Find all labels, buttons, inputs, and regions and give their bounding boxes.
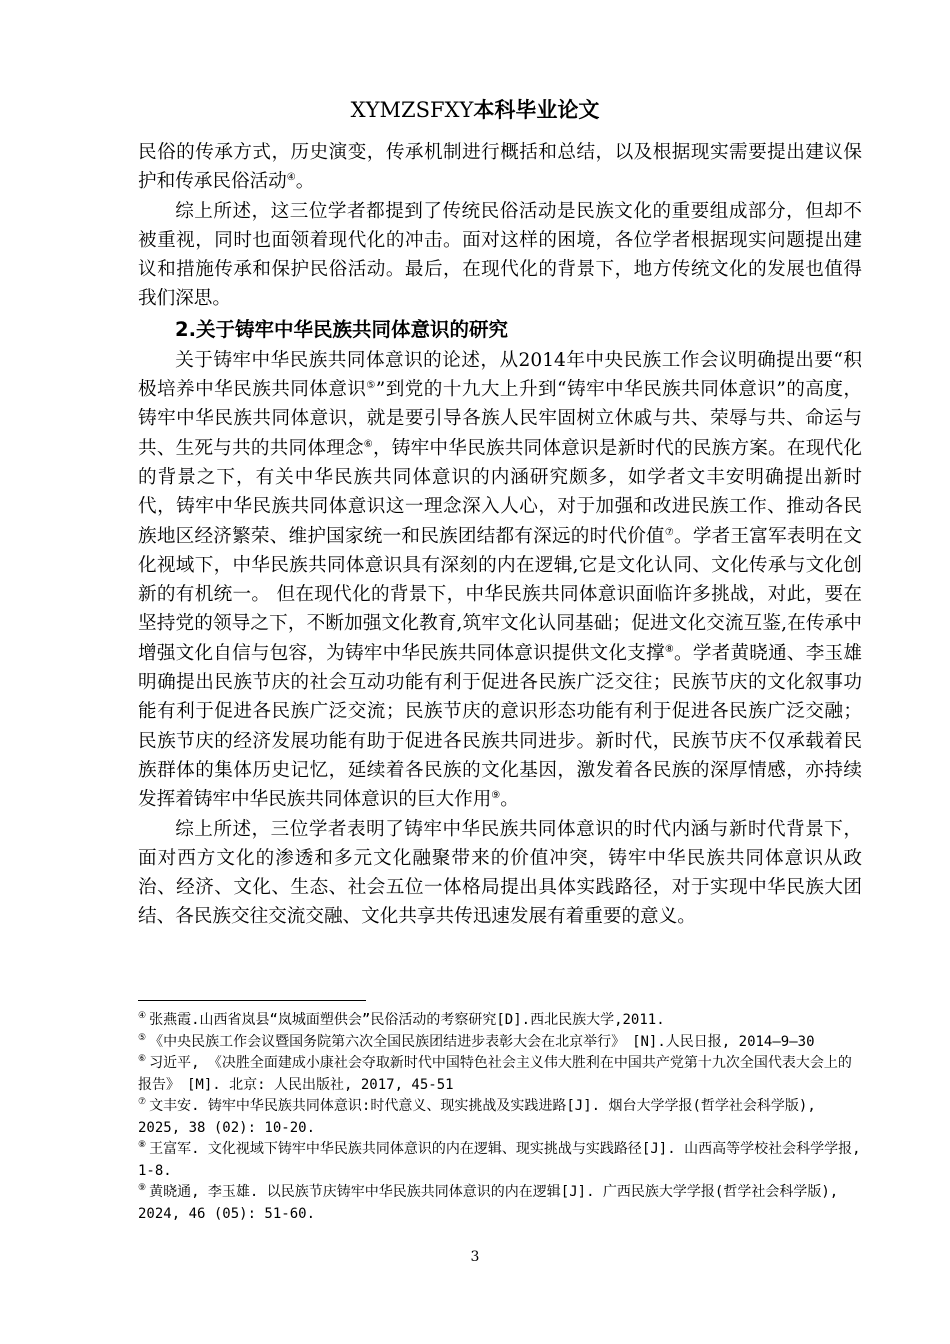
p0-text: 民俗的传承方式，历史演变，传承机制进行概括和总结，以及根据现实需要提出建议保护和传承民俗活动: [138, 142, 862, 193]
p2-text-a: 关于铸牢中华民族共同体意识的论述，从2014年中央民族工作会议明确提出要“积极培养中华民族共同体意识: [138, 349, 862, 401]
footnote-mark: ⑤: [138, 1032, 147, 1043]
paragraph-summary-2: 综上所述，三位学者表明了铸牢中华民族共同体意识的时代内涵与新时代背景下，面对西方文化的渗透和多元文化融聚带来的价值冲突，铸牢中华民族共同体意识从政治、经济、文化、生态、社会五位一体格局提出具体实践路径，对于实现中华民族大团结、各民族交往交流交融、文化共享共传迅速发展有着重要的意义。: [138, 818, 862, 928]
header-title: 本科毕业论文: [473, 98, 600, 122]
footnote-ref-4[interactable]: ④: [286, 172, 296, 184]
footnote-text: 张燕霞.山西省岚县“岚城面塑供会”民俗活动的考察研究[D].西北民族大学,2011.: [149, 1012, 665, 1028]
footnote-4: [138, 1010, 862, 1032]
footnote-mark: ⑦: [138, 1097, 147, 1108]
paragraph-continued: [138, 138, 862, 197]
footnote-text: 黄晓通, 李玉雄. 以民族节庆铸牢中华民族共同体意识的内在逻辑[J]. 广西民族大学学报(哲学社会科学版), 2024, 46 (05): 51-60.: [138, 1184, 839, 1222]
footnote-ref-7[interactable]: ⑦: [664, 526, 675, 538]
footnote-ref-8[interactable]: ⑧: [664, 643, 675, 655]
footnote-mark: ⑧: [138, 1140, 147, 1151]
p2-text-d: 。学者王富军表明在文化视域下，中华民族共同体意识具有深刻的内在逻辑,它是文化认同、文化传承与文化创新的有机统一。 但在现代化的背景下，中华民族共同体意识面临许多挑战，对此，要在坚持党的领导之下，不断加强文化教育,筑牢文化认同基础；促进文化交流互鉴,在传承中增强文化自信与包容，为铸牢中华民族共同体意识提供文化支撑: [138, 525, 862, 664]
footnote-9: [138, 1182, 862, 1225]
paragraph-summary-1: 综上所述，这三位学者都提到了传统民俗活动是民族文化的重要组成部分，但却不被重视，同时也面领着现代化的冲击。面对这样的困境，各位学者根据现实问题提出建议和措施传承和保护民俗活动。最后，在现代化的背景下，地方传统文化的发展也值得我们深思。: [138, 200, 862, 310]
page-header: [0, 94, 950, 124]
footnote-8: [138, 1139, 862, 1182]
footnote-text: 王富军. 文化视域下铸牢中华民族共同体意识的内在逻辑、现实挑战与实践路径[J]. 山西高等学校社会科学学报, 1-8.: [138, 1141, 861, 1179]
footnote-text: 习近平, 《决胜全面建成小康社会夺取新时代中国特色社会主义伟大胜利在中国共产党第十九次全国代表大会上的报告》 [M]. 北京: 人民出版社, 2017, 45-51: [138, 1055, 852, 1093]
footnote-5: [138, 1032, 862, 1054]
section-heading: 2.关于铸牢中华民族共同体意识的研究: [175, 317, 508, 341]
body-text: [138, 138, 862, 932]
footnote-ref-5[interactable]: ⑤: [366, 379, 376, 391]
p2-text-e: 。学者黄晓通、李玉雄明确提出民族节庆的社会互动功能有利于促进各民族广泛交往；民族节庆的文化叙事功能有利于促进各民族广泛交流；民族节庆的意识形态功能有利于促进各民族广泛交融；民族节庆的经济发展功能有助于促进各民族共同进步。新时代，民族节庆不仅承载着民族群体的集体历史记忆，延续着各民族的文化基因，激发着各民族的深厚情感，亦持续发挥着铸牢中华民族共同体意识的巨大作用: [138, 642, 862, 811]
page-number: 3: [470, 1249, 480, 1265]
p2-text-f: 。: [500, 789, 519, 811]
footnote-7: [138, 1096, 862, 1139]
footnotes: [138, 1010, 862, 1225]
p2-text-c: ，铸牢中华民族共同体意识是新时代的民族方案。在现代化的背景之下，有关中华民族共同体意识的内涵研究颇多，如学者文丰安明确提出新时代，铸牢中华民族共同体意识这一理念深入人心，对于加强和改进民族工作、推动各民族地区经济繁荣、维护国家统一和民族团结都有深远的时代价值: [138, 437, 862, 547]
footnote-text: 文丰安. 铸牢中华民族共同体意识:时代意义、现实挑战及实践进路[J]. 烟台大学学报(哲学社会科学版), 2025, 38 (02): 10-20.: [138, 1098, 816, 1136]
footnote-6: [138, 1053, 862, 1096]
footnote-separator: [138, 1000, 366, 1001]
footnote-text: 《中央民族工作会议暨国务院第六次全国民族团结进步表彰大会在北京举行》 [N].人民日报, 2014—9—30: [149, 1033, 815, 1050]
paragraph-research: [138, 346, 862, 815]
footnote-ref-6[interactable]: ⑥: [363, 438, 373, 450]
header-latin: XYMZSFXY: [350, 98, 474, 122]
p0-end: 。: [295, 171, 315, 193]
p2-text-b: ”到党的十九大上升到“铸牢中华民族共同体意识”的高度，铸牢中华民族共同体意识，就是要引导各族人民牢固树立休戚与共、荣辱与共、命运与共、生死与共的共同体理念: [138, 379, 862, 459]
footnote-mark: ⑥: [138, 1054, 147, 1065]
footnote-mark: ⑨: [138, 1183, 147, 1194]
footnote-ref-9[interactable]: ⑨: [491, 790, 501, 802]
footnote-mark: ④: [138, 1011, 147, 1022]
